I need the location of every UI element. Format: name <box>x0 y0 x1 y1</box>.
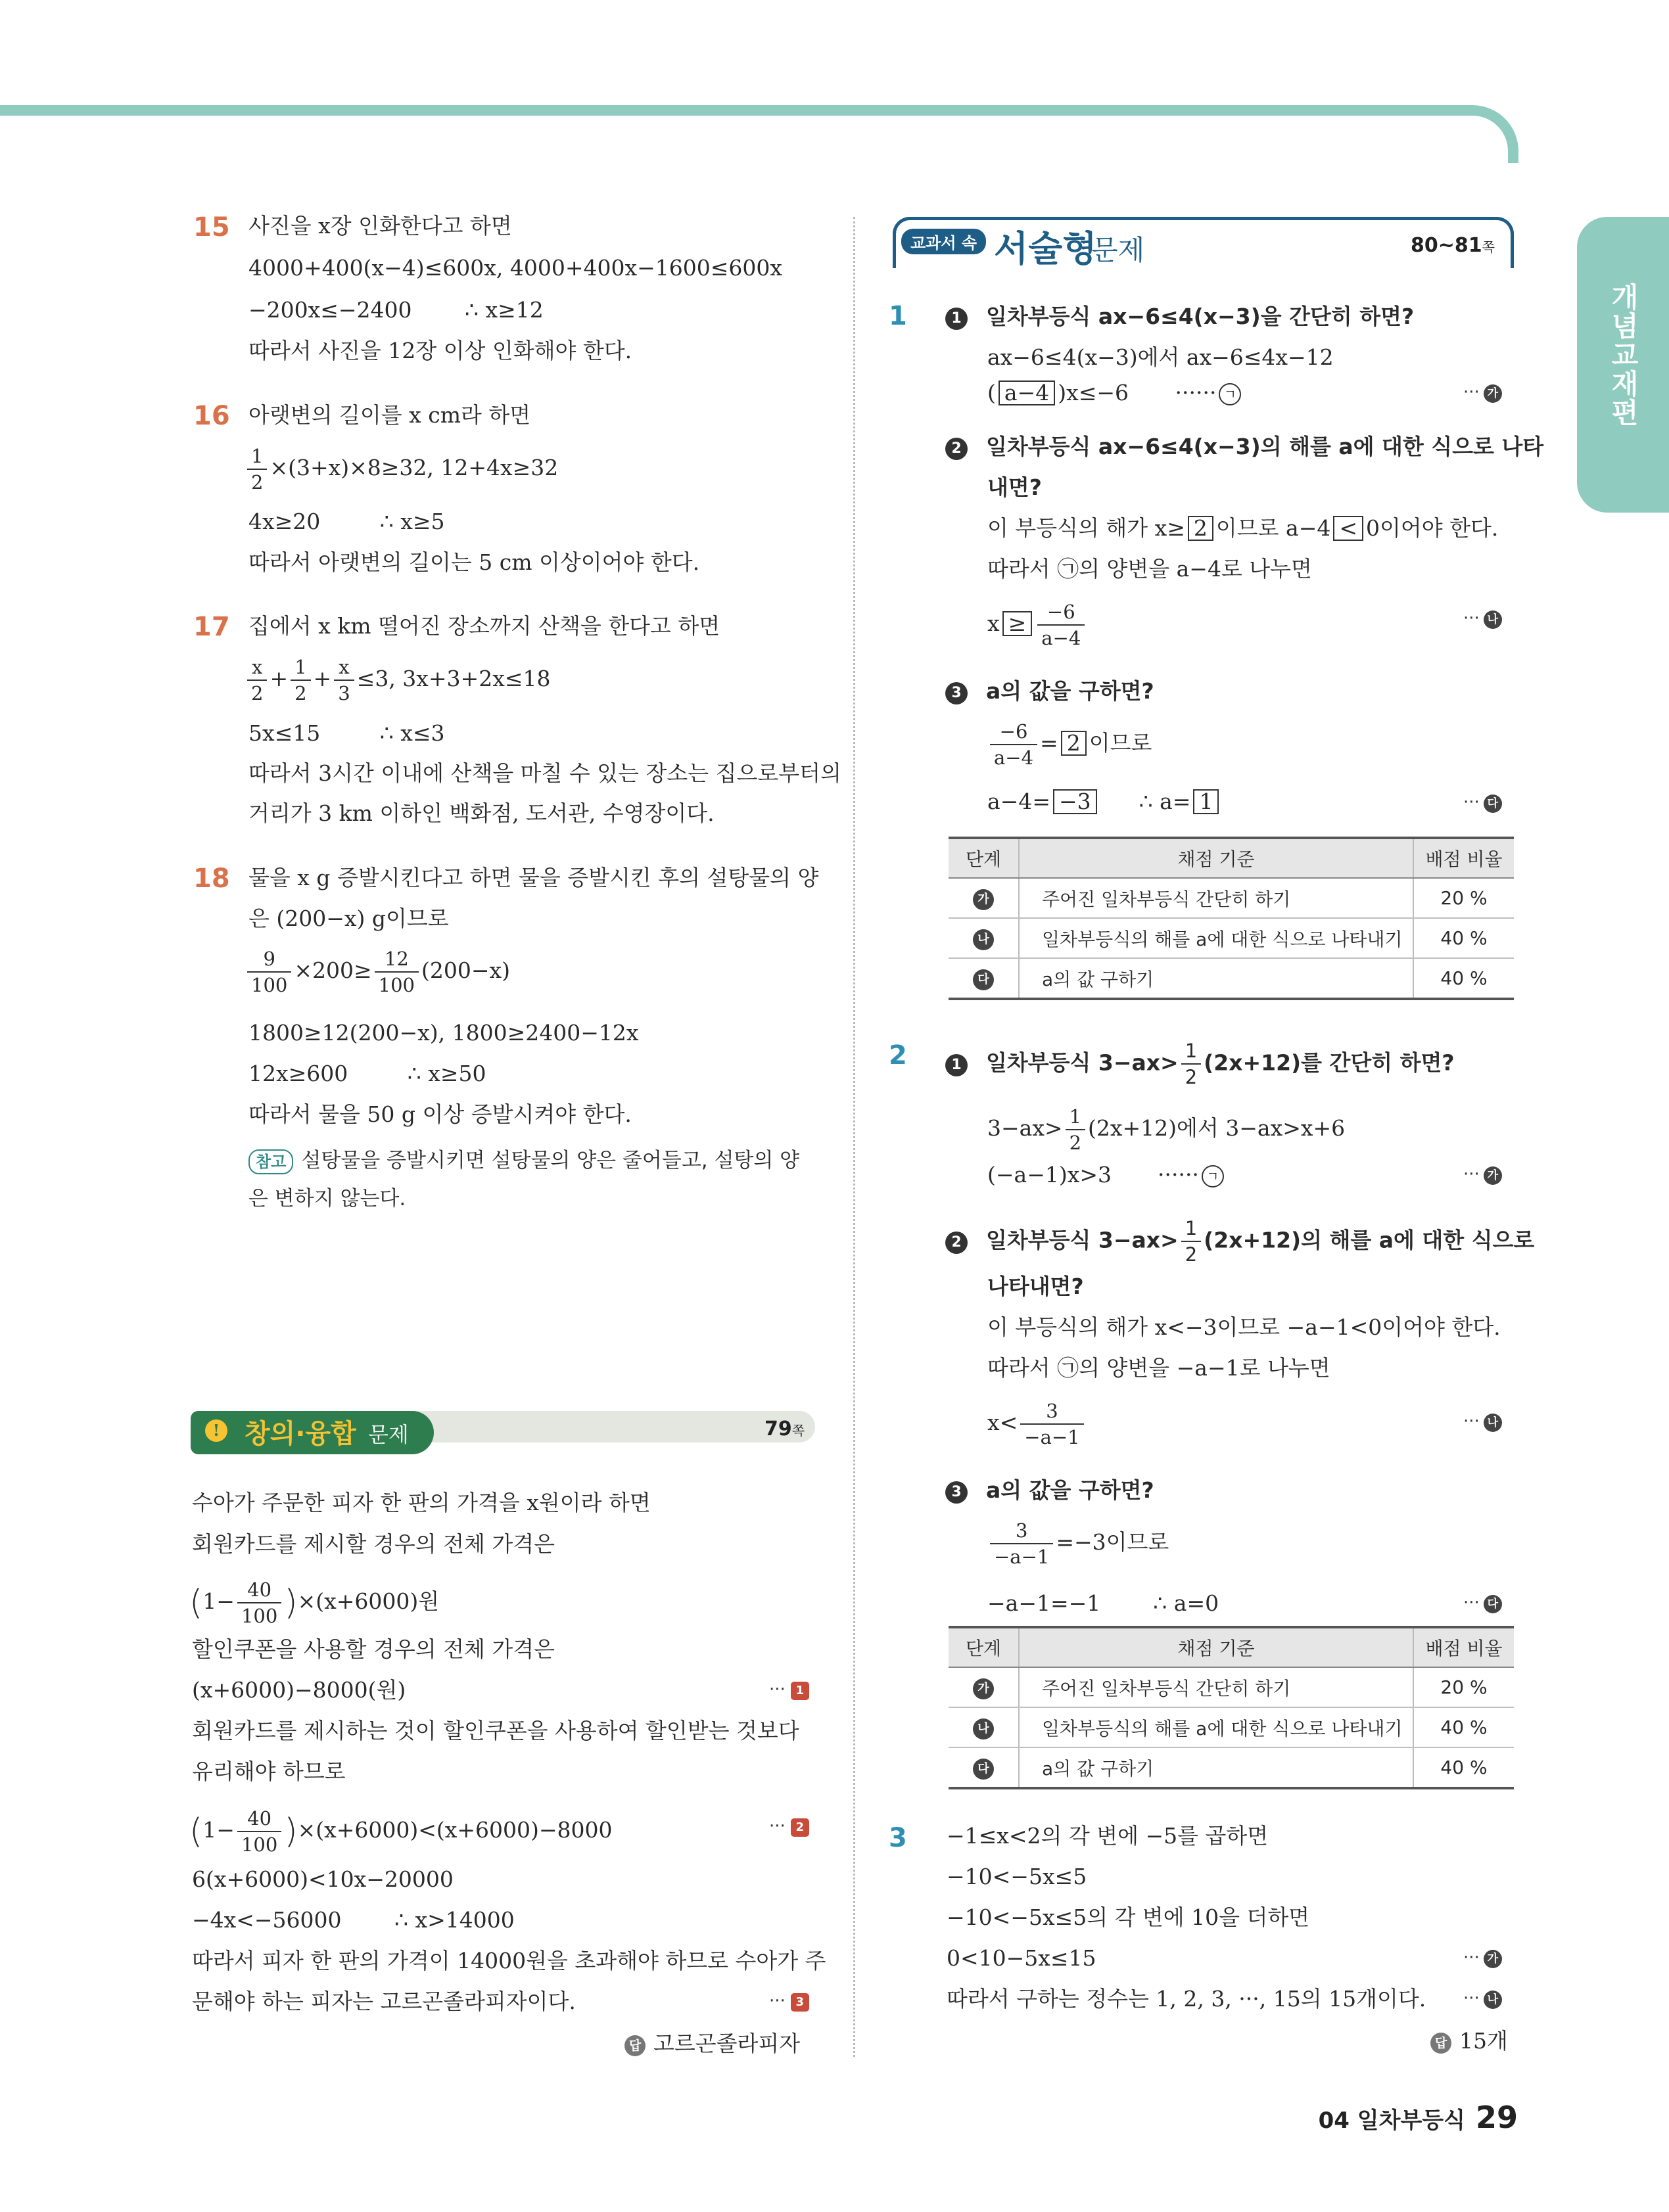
q1-step2-line1: 이 부등식의 해가 x≥ 2 이므로 a−4 < 0이어야 한다. <box>987 515 1499 541</box>
question-number-2: 2 <box>889 1040 907 1071</box>
p18-note <box>248 1146 799 1175</box>
creative-answer <box>624 2029 800 2058</box>
creative-expr1-frac: $\frac{40}{100}$ <box>237 1577 281 1628</box>
p15-line1: 사진을 x장 인화한다고 하면 <box>248 213 512 239</box>
q1-step3-box1: 2 <box>1061 731 1087 756</box>
p18-line5 <box>248 1059 486 1088</box>
q1-answer-box: a−4 <box>999 380 1055 405</box>
problem-number-17: 17 <box>193 612 230 642</box>
q3-line4: 0<10−5x≤15 <box>947 1945 1096 1971</box>
q1-step2-line2: 따라서 ㉠의 양변을 a−4로 나누면 <box>987 556 1312 582</box>
table-header-ratio: 배점 비율 <box>1413 838 1514 878</box>
q2-step2-frac: $\frac{3}{-a-1}$ <box>1020 1398 1083 1450</box>
table-header-stage: 단계 <box>949 1627 1019 1667</box>
q2-mark-da: ··· 다 <box>1463 1593 1502 1613</box>
q2-step1-line2: (−a−1)x>3 ······ ㄱ <box>987 1161 1227 1189</box>
q1-step1-question: 1 일차부등식 ax−6≤4(x−3)을 간단히 하면? <box>945 302 1414 331</box>
q1-step3-question: 3 a의 값을 구하면? <box>945 677 1154 706</box>
q1-step2-question-cont: 내면? <box>987 474 1042 500</box>
q1-mark-da: ··· 다 <box>1463 793 1502 813</box>
step-2-badge: 2 <box>945 1232 968 1254</box>
creative-line11: 따라서 피자 한 판의 가격이 14000원을 초과해야 하므로 수아가 주 <box>192 1948 826 1973</box>
creative-expr2-frac: $\frac{40}{100}$ <box>237 1806 281 1857</box>
q1-step2-line3: x ≥ $\frac{-6}{a-4}$ <box>987 599 1087 651</box>
table-row: 다 a의 값 구하기 40 % <box>949 1747 1514 1788</box>
q2-step2-question: 2 일차부등식 3−ax> $\frac{1}{2}$ (2x+12)의 해를 a에 대한 식으로 <box>945 1216 1534 1267</box>
table-header-ratio: 배점 비율 <box>1413 1627 1514 1667</box>
page-number: 29 <box>1475 2100 1518 2135</box>
q1-step3-frac: $\frac{-6}{a-4}$ <box>990 719 1037 770</box>
problem-number-16: 16 <box>193 401 230 431</box>
p16-line2 <box>245 444 558 495</box>
creative-line9: 6(x+6000)<10x−20000 <box>192 1866 454 1892</box>
creative-title-suffix: 문제 <box>368 1422 409 1447</box>
q2-step1-line1: 3−ax> $\frac{1}{2}$ (2x+12)에서 3−ax>x+6 <box>987 1105 1346 1154</box>
descriptive-header-title: 서술형 <box>994 228 1097 269</box>
creative-mark-1: ··· 1 <box>769 1680 809 1700</box>
creative-line2: 회원카드를 제시할 경우의 전체 가격은 <box>192 1531 555 1557</box>
p17-line3 <box>248 719 445 748</box>
q2-step1-q-frac: $\frac{1}{2}$ <box>1181 1038 1201 1090</box>
step-3-badge: 3 <box>945 682 968 704</box>
table-header-criteria: 채점 기준 <box>1019 1627 1413 1667</box>
q3-line3: −10<−5x≤5의 각 변에 10을 더하면 <box>947 1904 1310 1930</box>
chapter-label: 04 일차부등식 <box>1318 2108 1465 2134</box>
q1-step2-question: 2 일차부등식 ax−6≤4(x−3)의 해를 a에 대한 식으로 나타 <box>945 432 1543 461</box>
creative-line10-a: −4x<−56000 <box>192 1907 342 1933</box>
problem-number-15: 15 <box>193 212 230 242</box>
q3-line1: −1≤x<2의 각 변에 −5를 곱하면 <box>947 1823 1269 1849</box>
p18-line5-a: 12x≥600 <box>248 1061 348 1086</box>
creative-line1: 수아가 주문한 피자 한 판의 가격을 x원이라 하면 <box>192 1490 651 1515</box>
creative-line5: (x+6000)−8000(원) <box>192 1677 406 1703</box>
p17-plus1: + <box>270 666 289 691</box>
creative-expr2: (1− $\frac{40}{100}$ )×(x+6000)<(x+6000)−8000 <box>189 1807 613 1856</box>
p17-frac2: $\frac{1}{2}$ <box>291 655 310 706</box>
problem-number-18: 18 <box>193 864 230 894</box>
p16-line3 <box>248 507 445 536</box>
p18-line5-b: ∴ x≥50 <box>407 1061 486 1086</box>
table-header-stage: 단계 <box>949 838 1019 878</box>
p17-line3-a: 5x≤15 <box>248 720 321 746</box>
p18-frac2: $\frac{12}{100}$ <box>375 946 419 998</box>
q3-answer-text: 15개 <box>1459 2028 1508 2054</box>
p18-line2: 은 (200−x) g이므로 <box>248 906 449 931</box>
p18-line3-mid: ×200≥ <box>294 957 372 983</box>
creative-line10 <box>192 1906 515 1935</box>
creative-line10-b: ∴ x>14000 <box>394 1907 515 1933</box>
p17-line3-b: ∴ x≤3 <box>379 720 445 746</box>
q2-step2-line2: 따라서 ㉠의 양변을 −a−1로 나누면 <box>987 1355 1330 1381</box>
q3-line2: −10<−5x≤5 <box>947 1864 1087 1889</box>
p18-note-line1: 설탕물을 증발시키면 설탕물의 양은 줄어들고, 설탕의 양 <box>301 1149 800 1172</box>
q2-step2-line1: 이 부등식의 해가 x<−3이므로 −a−1<0이어야 한다. <box>987 1314 1501 1340</box>
p18-note-line2: 은 변하지 않는다. <box>248 1187 406 1210</box>
q1-step3-box2: −3 <box>1053 789 1097 814</box>
q3-mark-na: ··· 나 <box>1463 1989 1502 2009</box>
q1-step2-frac: $\frac{-6}{a-4}$ <box>1037 599 1085 651</box>
p18-line4: 1800≥12(200−x), 1800≥2400−12x <box>248 1020 639 1046</box>
creative-line7: 유리해야 하므로 <box>192 1759 346 1784</box>
p18-line3-end: (200−x) <box>421 957 511 983</box>
p15-line4: 따라서 사진을 12장 이상 인화해야 한다. <box>248 338 632 363</box>
p17-frac1: $\frac{x}{2}$ <box>247 655 267 706</box>
creative-page-ref: 79쪽 <box>764 1417 805 1440</box>
step-1-badge: 1 <box>945 308 968 330</box>
q2-step2-question-cont: 나타내면? <box>987 1274 1084 1299</box>
table-row: 다 a의 값 구하기 40 % <box>949 958 1514 999</box>
creative-title: 창의·융합 <box>245 1419 356 1449</box>
step-1-badge: 1 <box>945 1054 968 1076</box>
q1-step3-line1: $\frac{-6}{a-4}$ = 2 이므로 <box>987 719 1152 770</box>
table-header-criteria: 채점 기준 <box>1019 838 1413 878</box>
q2-step3-line2: −a−1=−1 ∴ a=0 <box>987 1590 1219 1616</box>
table-row: 가 주어진 일차부등식 간단히 하기 20 % <box>949 878 1514 918</box>
step-2-badge: 2 <box>945 438 968 460</box>
column-divider <box>853 217 855 2057</box>
q2-mark-ga: ··· 가 <box>1463 1164 1502 1185</box>
q2-step1-frac: $\frac{1}{2}$ <box>1066 1104 1085 1155</box>
p17-line1: 집에서 x km 떨어진 장소까지 산책을 한다고 하면 <box>248 613 720 639</box>
p17-line2-rest: ≤3, 3x+3+2x≤18 <box>356 666 551 691</box>
p16-line1: 아랫변의 길이를 x cm라 하면 <box>248 402 531 428</box>
note-tag: 참고 <box>248 1149 293 1174</box>
q2-step1-question: 1 일차부등식 3−ax> $\frac{1}{2}$ (2x+12)를 간단히 하면? <box>945 1038 1455 1090</box>
p17-line5: 거리가 3 km 이하인 백화점, 도서관, 수영장이다. <box>248 800 715 826</box>
q2-grading-table <box>949 1626 1514 1789</box>
top-decorative-band <box>0 105 1518 163</box>
p15-line3 <box>248 296 544 325</box>
q1-step3-line2: a−4= −3 ∴ a= 1 <box>987 787 1221 816</box>
p17-line2 <box>245 655 550 706</box>
creative-line6: 회원카드를 제시하는 것이 할인쿠폰을 사용하여 할인받는 것보다 <box>192 1718 799 1743</box>
question-number-1: 1 <box>889 301 907 331</box>
p15-line2: 4000+400(x−4)≤600x, 4000+400x−1600≤600x <box>248 255 782 281</box>
circled-label-icon: ㄱ <box>1202 1165 1224 1187</box>
lightbulb-icon: ! <box>205 1419 227 1442</box>
descriptive-page-ref: 80~81쪽 <box>1411 234 1495 257</box>
answer-icon: 답 <box>624 2035 646 2056</box>
q2-step3-line1: $\frac{3}{-a-1}$ =−3이므로 <box>987 1518 1169 1569</box>
p16-line3-b: ∴ x≥5 <box>379 509 445 534</box>
q1-mark-ga: ··· 가 <box>1463 382 1502 403</box>
q1-step1-line1: ax−6≤4(x−3)에서 ax−6≤4x−12 <box>987 344 1334 370</box>
p16-line3-a: 4x≥20 <box>248 509 321 534</box>
p16-fraction: $\frac{1}{2}$ <box>247 444 267 495</box>
q3-answer <box>1430 2027 1508 2056</box>
p17-line4: 따라서 3시간 이내에 산책을 마칠 수 있는 장소는 집으로부터의 <box>248 760 841 786</box>
q2-mark-na: ··· 나 <box>1463 1412 1502 1432</box>
q2-step3-frac: $\frac{3}{-a-1}$ <box>990 1518 1053 1569</box>
q1-step2-box2: < <box>1333 516 1363 541</box>
p18-line1: 물을 x g 증발시킨다고 하면 물을 증발시킨 후의 설탕물의 양 <box>248 865 819 890</box>
side-section-tab <box>1577 217 1669 513</box>
descriptive-header-pill: 교과서 속 <box>901 229 986 254</box>
table-row: 가 주어진 일차부등식 간단히 하기 20 % <box>949 1667 1514 1707</box>
creative-mark-2: ··· 2 <box>769 1816 809 1837</box>
creative-expr1: (1− $\frac{40}{100}$ )×(x+6000)원 <box>189 1578 440 1627</box>
p15-line3-b: ∴ x≥12 <box>465 297 544 323</box>
p16-line4: 따라서 아랫변의 길이는 5 cm 이상이어야 한다. <box>248 549 700 575</box>
page-footer <box>1319 2100 1518 2135</box>
p17-frac3: $\frac{x}{3}$ <box>334 655 354 706</box>
q1-step2-box3: ≥ <box>1002 611 1033 636</box>
q1-step3-box3: 1 <box>1193 789 1219 814</box>
q3-mark-ga: ··· 가 <box>1463 1948 1502 1968</box>
q2-step2-line3: x< $\frac{3}{-a-1}$ <box>987 1398 1087 1450</box>
table-row: 나 일차부등식의 해를 a에 대한 식으로 나타내기 40 % <box>949 918 1514 958</box>
creative-answer-text: 고르곤졸라피자 <box>653 2031 801 2056</box>
table-row: 나 일차부등식의 해를 a에 대한 식으로 나타내기 40 % <box>949 1707 1514 1747</box>
q1-step1-line2: ( a−4 )x≤−6 ······ ㄱ <box>987 379 1244 407</box>
step-3-badge: 3 <box>945 1481 968 1504</box>
q1-mark-na: ··· 나 <box>1463 609 1502 629</box>
descriptive-header-title-suffix: 문제 <box>1091 234 1145 266</box>
p18-line6: 따라서 물을 50 g 이상 증발시켜야 한다. <box>248 1101 632 1127</box>
creative-mark-3: ··· 3 <box>769 1991 809 2012</box>
side-tab-label: 개념교재편 <box>1607 283 1639 427</box>
creative-line12: 문해야 하는 피자는 고르곤졸라피자이다. <box>192 1989 576 2014</box>
p16-line2-rest: ×(3+x)×8≥32, 12+4x≥32 <box>270 455 559 480</box>
q1-grading-table <box>949 837 1514 1000</box>
question-number-3: 3 <box>889 1823 907 1853</box>
q1-step2-box1: 2 <box>1188 516 1213 541</box>
creative-line4: 할인쿠폰을 사용할 경우의 전체 가격은 <box>192 1636 555 1662</box>
circled-label-icon: ㄱ <box>1219 383 1241 405</box>
p18-frac1: $\frac{9}{100}$ <box>247 946 291 998</box>
q3-line5: 따라서 구하는 정수는 1, 2, 3, ···, 15의 15개이다. <box>947 1986 1426 2012</box>
p17-plus2: + <box>313 666 332 691</box>
q2-step2-q-frac: $\frac{1}{2}$ <box>1181 1216 1201 1267</box>
answer-icon: 답 <box>1430 2033 1451 2054</box>
p15-line3-a: −200x≤−2400 <box>248 297 412 323</box>
p18-line3 <box>245 946 510 998</box>
q2-step3-question: 3 a의 값을 구하면? <box>945 1476 1154 1505</box>
